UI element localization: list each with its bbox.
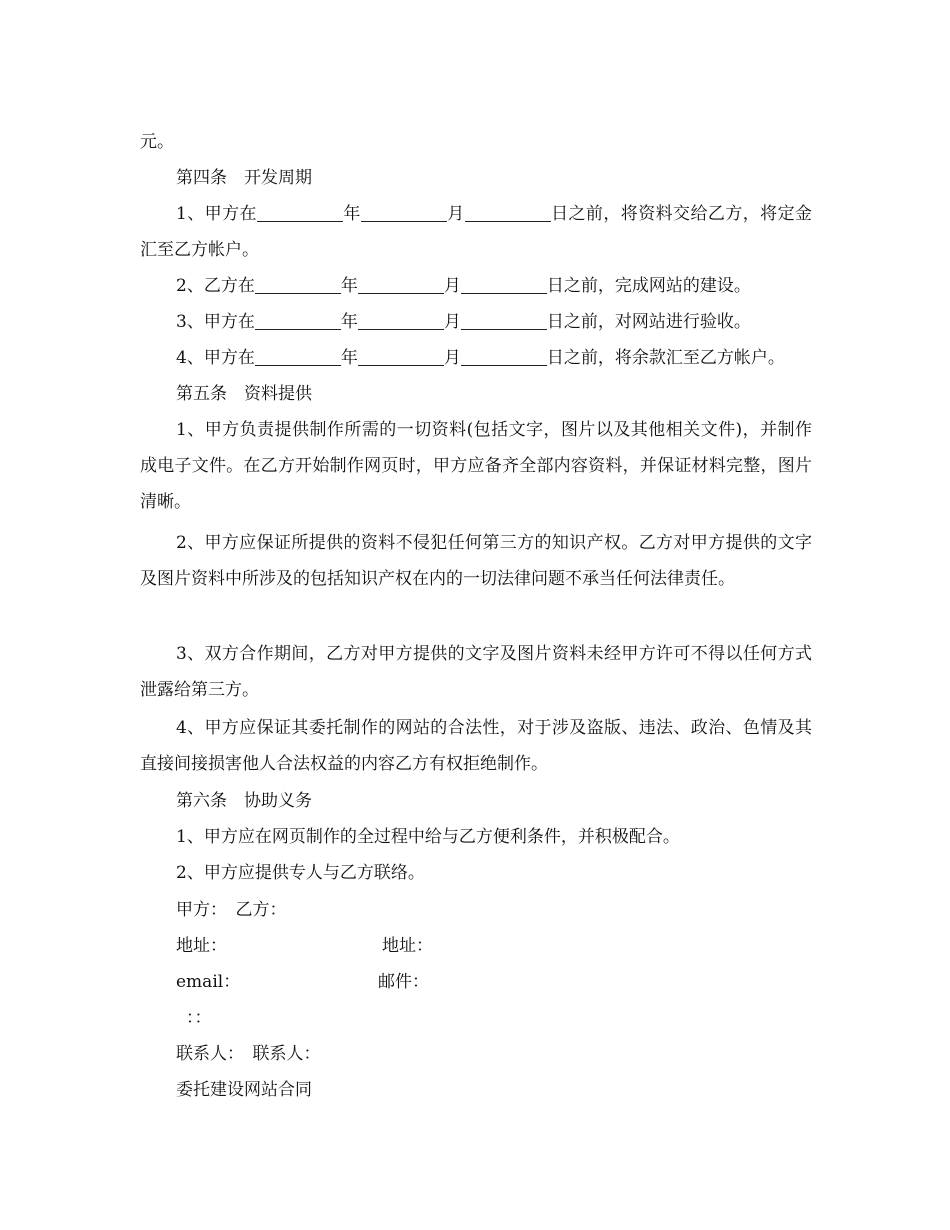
blank-year	[255, 345, 341, 366]
article-5-item-2: 2、甲方应保证所提供的资料不侵犯任何第三方的知识产权。乙方对甲方提供的文字及图片资料中所涉及的包括知识产权在内的一切法律问题不承当任何法律责任。	[140, 533, 812, 589]
blank-day	[461, 273, 547, 294]
blank-month	[358, 309, 444, 330]
article-5-item-1: 1、甲方负责提供制作所需的一切资料(包括文字，图片以及其他相关文件)，并制作成电子文件。在乙方开始制作网页时，甲方应备齐全部内容资料，并保证材料完整，图片清晰。	[140, 420, 812, 512]
email-label-b: 邮件：	[378, 972, 429, 992]
article-6-item-1: 1、甲方应在网页制作的全过程中给与乙方便利条件，并积极配合。	[176, 827, 680, 847]
email-label-a: email：	[176, 972, 241, 992]
blank-year	[255, 273, 341, 294]
article-4-title: 第四条 开发周期	[176, 168, 312, 188]
blank-year	[255, 309, 341, 330]
blank-month	[358, 273, 444, 294]
continued-line: 元。	[140, 132, 174, 152]
address-label-b: 地址：	[382, 936, 433, 956]
blank-day	[461, 345, 547, 366]
blank-year	[257, 201, 343, 222]
article-4-item-2: 2、乙方在 年 月 日之前，完成网站的建设。	[140, 268, 812, 304]
article-6-title: 第六条 协助义务	[176, 791, 312, 811]
signature-parties: 甲方： 乙方：	[176, 900, 287, 920]
document-title-footer: 委托建设网站合同	[176, 1080, 312, 1100]
article-5-item-3: 3、双方合作期间，乙方对甲方提供的文字及图片资料未经甲方许可不得以任何方式泄露给第三方。	[140, 644, 812, 700]
article-6-item-2: 2、甲方应提供专人与乙方联络。	[176, 863, 425, 883]
article-4-item-4: 4、甲方在 年 月 日之前，将余款汇至乙方帐户。	[140, 340, 812, 376]
blank-day	[461, 309, 547, 330]
article-5-item-4: 4、甲方应保证其委托制作的网站的合法性，对于涉及盗版、违法、政治、色情及其直接间接损害他人合法权益的内容乙方有权拒绝制作。	[140, 718, 812, 774]
blank-day	[465, 201, 551, 222]
article-4-item-1: 1、甲方在 年 月 日之前，将资料交给乙方，将定金汇至乙方帐户。	[140, 196, 812, 268]
blank-month	[358, 345, 444, 366]
article-4-item-3: 3、甲方在 年 月 日之前，对网站进行验收。	[140, 304, 812, 340]
signature-contacts: 联系人： 联系人：	[176, 1044, 321, 1064]
article-5-title: 第五条 资料提供	[176, 384, 312, 404]
address-label-a: 地址：	[176, 936, 227, 956]
signature-colons: ：：	[186, 1008, 212, 1028]
blank-month	[361, 201, 447, 222]
